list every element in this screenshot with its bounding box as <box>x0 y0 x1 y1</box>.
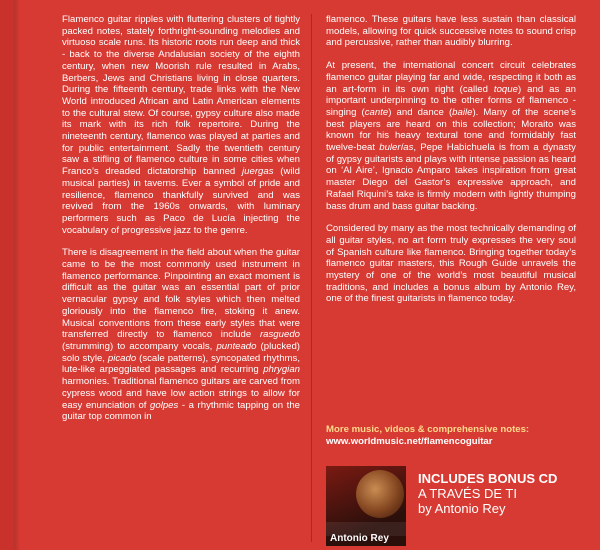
italic-term: bulerías <box>379 142 414 154</box>
left-column <box>62 14 300 423</box>
text-run: (strumming) to accompany vocals, <box>62 340 217 352</box>
italic-term: golpes <box>150 399 179 411</box>
text-run: ) and dance ( <box>388 106 453 118</box>
text-run: At present, the international concert circuit celebrates flamenco guitar playing far and wide, respecting it both as an art-form in its own right (called <box>326 60 576 95</box>
italic-term: punteado <box>216 340 257 352</box>
left-paragraph-1 <box>62 14 300 236</box>
right-paragraph-1: flamenco. These guitars have less sustain than classical models, allowing for quick successive notes to sound crisp and percussive, rather than audibly blurring. <box>326 14 576 49</box>
italic-term: picado <box>107 352 137 364</box>
italic-term: rasguedo <box>259 329 300 341</box>
text-run: (wild musical parties) in taverns. Ever a symbol of pride and resilience, flamenco thankfully survived and was revived from the 1960s onwards, with luminary performers such as Paco de Lucía injecting the vocabulary of progressive jazz to the genre. <box>62 166 301 236</box>
right-paragraph-3: Considered by many as the most technically demanding of all guitar styles, no art form truly expresses the very soul of Spanish culture like flamenco. Bringing together today’s flamenco guitar masters, this Rough Guide unravels the mystery of one of the world’s most beautiful musical traditions, and includes a bonus album by Antonio Rey, one of the finest guitarists in flamenco today. <box>326 223 576 305</box>
promo-text: More music, videos & comprehensive notes: <box>326 424 530 435</box>
text-run: (plucked) solo style, <box>62 340 300 364</box>
bonus-artist: by Antonio Rey <box>418 501 506 516</box>
text-run: , Pepe Habichuela is from a dynasty of gypsy guitarists and plays with intense passion as heard on ‘Al Aire’, Ignacio Amparo takes inspiration from great master Diego del Gastor’s expressive approach, and Rafael Riquini’s take is firmly modern with lightly thumping bass drum and bass guitar backing. <box>326 142 576 212</box>
italic-term: phrygian <box>263 364 300 376</box>
column-divider <box>311 14 312 542</box>
text-run: - a rhythmic tapping on the guitar top common in <box>62 399 300 423</box>
bonus-album-cover <box>326 466 406 546</box>
website-link[interactable]: www.worldmusic.net/flamencoguitar <box>326 436 493 447</box>
text-run: Flamenco guitar ripples with fluttering clusters of tightly packed notes, stately forthright-sounding melodies and virtuoso scale runs. Its historic roots run deep and thick - back to the diverse Andalusian society of the eighth century, when new Moorish rule resulted in Arabs, Berbers, Jews and Christians living in close quarters. During the fifteenth century, trade links with the New World introduced African and Latin American elements to the cultural stew. Of course, gypsy culture also made its mark with its rich folk repertoire. During the nineteenth century, flamenco was played at parties and for public entertainment. Sadly the twentieth century saw a stifling of flamenco culture in some cities when Franco’s dreaded dictatorship banned <box>62 14 300 178</box>
text-run: ). Many of the scene’s best players are heard on this collection; Moraito was known for his heavy textural tone and formidably fast twelve-beat <box>326 106 576 154</box>
text-run: ) and as an important underpinning to the other forms of flamenco - singing ( <box>326 83 576 118</box>
text-run: (scale patterns), syncopated rhythms, lute-like arpeggiated passages and recurring <box>62 352 300 376</box>
right-column <box>326 14 576 305</box>
italic-term: cante <box>364 106 389 118</box>
bonus-heading: INCLUDES BONUS CD <box>418 471 558 486</box>
bonus-title: A TRAVÉS DE TI <box>418 486 517 501</box>
right-paragraph-2 <box>326 60 576 212</box>
guitar-image <box>356 470 404 518</box>
album-artist-label: Antonio Rey <box>330 533 389 544</box>
italic-term: juergas <box>242 166 274 178</box>
spine <box>0 0 14 550</box>
italic-term: baile <box>452 106 473 118</box>
text-run: There is disagreement in the field about when the guitar came to be the most commonly used instrument in flamenco performance. Pinpointing an exact moment is difficult as the guitar was an essential part of prior vernacular gypsy and folk styles which then melted gloriously into the flamenco fire, stoking it anew. Musical conventions from these early styles that were transferred directly to flamenco include <box>62 247 300 341</box>
links-block <box>326 424 586 448</box>
spine-shadow <box>14 0 20 550</box>
text-run: harmonies. Traditional flamenco guitars are carved from cypress wood and have low action strings to allow for easy enunciation of <box>62 376 300 411</box>
bonus-cd-info <box>418 471 588 516</box>
left-paragraph-2 <box>62 247 300 423</box>
italic-term: toque <box>493 83 518 95</box>
